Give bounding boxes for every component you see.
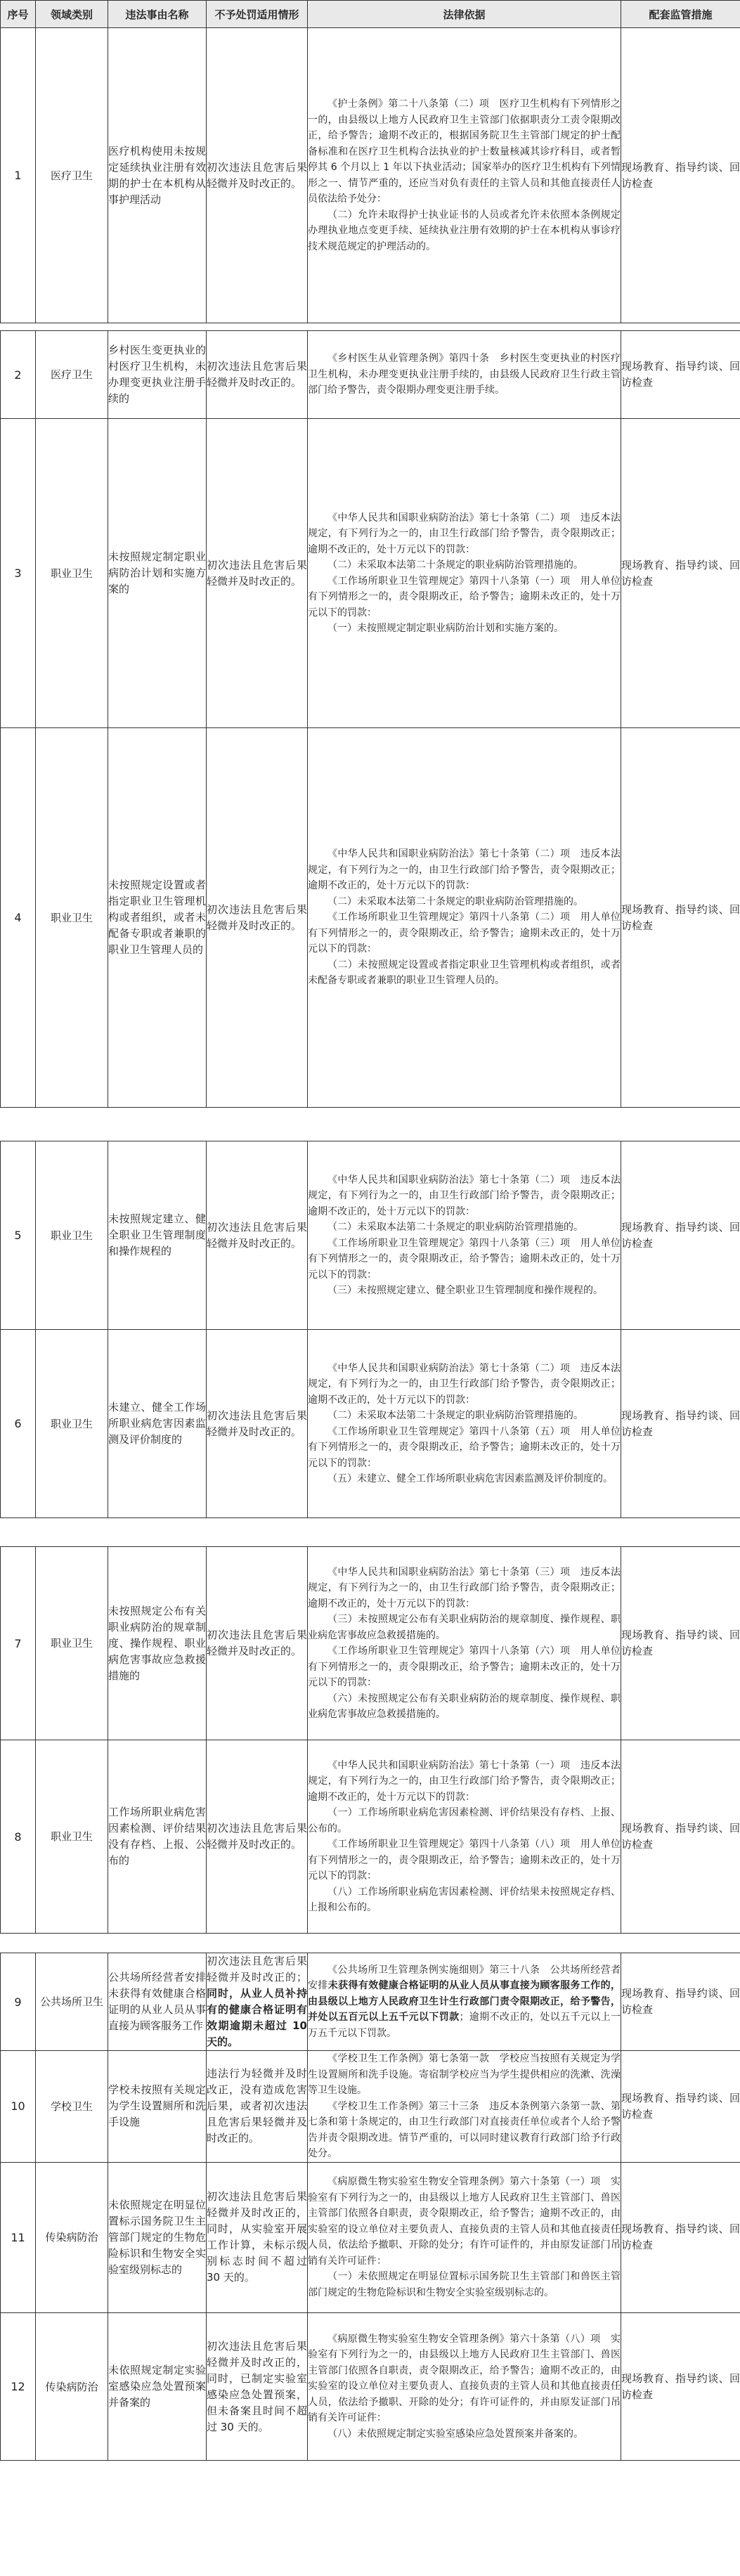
row-number: 10: [1, 2051, 36, 2163]
row-number: 2: [1, 331, 36, 419]
legal-basis-paragraph: 《病原微生物实验室生物安全管理条例》第六十条第（一）项 实验室有下列行为之一的，由县级以上地方人民政府卫生主管部门、兽医主管部门依照各自职责，责令限期改正，给予警告；逾期不改正的，由实验室的设立单位对主要负责人、直接负责的主管人员和其他直接责任人员，依法给予撤职、开除的处分；有许可证件的，并由原发证部门吊销有关许可证件：: [308, 2176, 621, 2267]
legal-basis-paragraph: 《中华人民共和国职业病防治法》第七十条第（二）项 违反本法规定，有下列行为之一的，由卫生行政部门给予警告，责令限期改正；逾期不改正的，处十万元以下的罚款：: [308, 1362, 621, 1406]
legal-basis: [308, 1141, 621, 1330]
table-row: [1, 1330, 740, 1518]
supervision-measures: 现场教育、指导约谈、回访检查: [621, 728, 740, 1108]
table-row: [1, 1141, 740, 1330]
legal-basis-paragraph: （二）未采取本法第二十条规定的职业病防治管理措施的。: [327, 1222, 583, 1233]
row-number: 8: [1, 1740, 36, 1934]
table-row: [1, 28, 740, 323]
legal-basis: [308, 28, 621, 323]
violation-name: 未依照规定制定实验室感染应急处置预案并备案的: [108, 2313, 207, 2461]
legal-basis-paragraph: （一）未按照规定制定职业病防治计划和实施方案的。: [327, 623, 564, 634]
legal-basis-paragraph: 《工作场所职业卫生管理规定》第四十八条第（一）项 用人单位有下列情形之一的，责令限期改正，给予警告；逾期未改正的，处十万元以下的罚款：: [308, 575, 621, 619]
exemption-condition: 初次违法且危害后果轻微并及时改正的。: [207, 728, 308, 1108]
legal-basis-paragraph: [308, 1962, 621, 2042]
legal-basis: [308, 2051, 621, 2163]
legal-basis: [308, 1330, 621, 1518]
legal-basis-paragraph: 《工作场所职业卫生管理规定》第四十八条第（五）项 用人单位有下列情形之一的，责令限期改正，给予警告；逾期未改正的，处十万元以下的罚款：: [308, 1425, 621, 1469]
penalty-table-part-5: [0, 1953, 740, 2313]
legal-basis-paragraph: 《护士条例》第二十八条第（二）项 医疗卫生机构有下列情形之一的，由县级以上地方人民政府卫生主管部门依据职责分工责令限期改正，给予警告；逾期不改正的，根据国务院卫生主管部门规定的护士配备标准和在医疗卫生机构合法执业的护士数量核减其诊疗科目，或者暂停其 6 个月以上 1 年以下执业活动；国家举办的医疗卫生机构有下列情形之一、情节严重的，还应当对负有责任的主管人员和其他直接责任人员依法给予处分：: [308, 98, 621, 205]
legal-basis-paragraph: 《病原微生物实验室生物安全管理条例》第六十条第（八）项 实验室有下列行为之一的，由县级以上地方人民政府卫生主管部门、兽医主管部门依照各自职责，责令限期改正，给予警告；逾期不改正的，由实验室的设立单位对主要负责人、直接负责的主管人员和其他直接责任人员，依法给予撤职、开除的处分；有许可证件的，并由原发证部门吊销有关许可证件：: [308, 2333, 621, 2424]
condition-bold-text: 同时，从业人员补持有的健康合格证明有效期逾期未超过 10 天的。: [207, 1987, 307, 2048]
legal-basis-paragraph: （二）未采取本法第二十条规定的职业病防治管理措施的。: [327, 559, 583, 571]
row-number: 3: [1, 419, 36, 728]
header-no: 序号: [1, 1, 36, 28]
legal-basis-paragraph: 《中华人民共和国职业病防治法》第七十条第（二）项 违反本法规定，有下列行为之一的，由卫生行政部门给予警告，责令限期改正；逾期不改正的，处十万元以下的罚款：: [308, 1174, 621, 1217]
legal-basis-paragraph: （二）未采取本法第二十条规定的职业病防治管理措施的。: [327, 1410, 583, 1421]
legal-basis-paragraph: （三）未按照规定建立、健全职业卫生管理制度和操作规程的。: [327, 1285, 603, 1296]
violation-name: 学校未按照有关规定为学生设置厕所和洗手设施: [108, 2051, 207, 2163]
legal-basis: [308, 1740, 621, 1934]
table-row: [1, 2313, 740, 2461]
supervision-measures: 现场教育、指导约谈、回访检查: [621, 2051, 740, 2163]
exemption-condition: 初次违法且危害后果轻微并及时改正的。: [207, 1740, 308, 1934]
supervision-measures: 现场教育、指导约谈、回访检查: [621, 1740, 740, 1934]
field-category: 传染病防治: [36, 2162, 108, 2312]
field-category: 公共场所卫生: [36, 1953, 108, 2051]
field-category: 职业卫生: [36, 419, 108, 728]
legal-basis-text: ；逾期不改正的，处以五千元以上一万五千元以下罚款。: [308, 2012, 621, 2039]
field-category: 学校卫生: [36, 2051, 108, 2163]
exemption-condition: 初次违法且危害后果轻微并及时改正的。: [207, 419, 308, 728]
legal-basis-bold-text: 未获得有效健康合格证明的从业人员从事直接为顾客服务工作的，由县级以上地方人民政府卫生计生行政部门责令限期改正，给予警告，并处以五百元以上五千元以下罚款: [308, 1980, 621, 2024]
violation-name: 未按照规定设置或者指定职业卫生管理机构或者组织，或者未配备专职或者兼职的职业卫生管理人员的: [108, 728, 207, 1108]
legal-basis: [308, 2162, 621, 2312]
legal-basis: [308, 419, 621, 728]
field-category: 医疗卫生: [36, 331, 108, 419]
violation-name: 未按照规定制定职业病防治计划和实施方案的: [108, 419, 207, 728]
legal-basis-paragraph: 《乡村医生从业管理条例》第四十条 乡村医生变更执业的村医疗卫生机构，未办理变更执业注册手续的，由县级人民政府卫生行政主管部门给予警告，责令限期办理变更注册手续。: [308, 353, 621, 396]
field-category: 传染病防治: [36, 2313, 108, 2461]
supervision-measures: 现场教育、指导约谈、回访检查: [621, 1547, 740, 1740]
legal-basis-paragraph: 《工作场所职业卫生管理规定》第四十八条第（六）项 用人单位有下列情形之一的，责令限期改正，给予警告；逾期未改正的，处十万元以下的罚款：: [308, 1645, 621, 1688]
exemption-condition: 初次违法且危害后果轻微并及时改正的，同时，从实验室开展工作计算，未标示级别标志时间不超过 30 天的。: [207, 2162, 308, 2312]
penalty-table-part-3: [0, 1141, 740, 1518]
exemption-condition: 初次违法且危害后果轻微并及时改正的。: [207, 28, 308, 323]
legal-basis-paragraph: （二）未采取本法第二十条规定的职业病防治管理措施的。: [327, 895, 583, 907]
table-header-row: [1, 1, 740, 28]
exemption-condition: 违法行为轻微并及时改正，没有造成危害后果，或者初次违法且危害后果轻微并及时改正的。: [207, 2051, 308, 2163]
field-category: 职业卫生: [36, 728, 108, 1108]
table-row: [1, 728, 740, 1108]
condition-text: 初次违法且危害后果轻微并及时改正的；: [207, 1955, 307, 1983]
row-number: 9: [1, 1953, 36, 2051]
row-number: 7: [1, 1547, 36, 1740]
table-row: [1, 2162, 740, 2312]
legal-basis: [308, 331, 621, 419]
penalty-table-part-4: [0, 1546, 740, 1934]
legal-basis-paragraph: （八）未依照规定制定实验室感染应急处置预案并备案的。: [327, 2428, 583, 2440]
legal-basis-paragraph: 《工作场所职业卫生管理规定》第四十八条第（二）项 用人单位有下列情形之一的，责令限期改正，给予警告；逾期未改正的，处十万元以下的罚款：: [308, 912, 621, 955]
legal-basis-paragraph: （八）工作场所职业病危害因素检测、评价结果未按照规定存档、上报和公布的。: [308, 1886, 621, 1913]
penalty-table-part-2: [0, 330, 740, 1108]
table-row: [1, 1953, 740, 2051]
supervision-measures: 现场教育、指导约谈、回访检查: [621, 2162, 740, 2312]
supervision-measures: 现场教育、指导约谈、回访检查: [621, 1330, 740, 1518]
legal-basis: [308, 1547, 621, 1740]
field-category: 医疗卫生: [36, 28, 108, 323]
supervision-measures: 现场教育、指导约谈、回访检查: [621, 28, 740, 323]
supervision-measures: 现场教育、指导约谈、回访检查: [621, 331, 740, 419]
table-row: [1, 331, 740, 419]
legal-basis-paragraph: （三）未按照规定公布有关职业病防治的规章制度、操作规程、职业病危害事故应急救援措施的。: [308, 1614, 621, 1641]
violation-name: 医疗机构使用未按规定延续执业注册有效期的护士在本机构从事护理活动: [108, 28, 207, 323]
legal-basis-paragraph: 《工作场所职业卫生管理规定》第四十八条第（三）项 用人单位有下列情形之一的，责令限期改正，给予警告；逾期未改正的，处十万元以下的罚款：: [308, 1237, 621, 1281]
legal-basis-paragraph: 《中华人民共和国职业病防治法》第七十条第（一）项 违反本法规定，有下列行为之一的，由卫生行政部门给予警告，责令限期改正；逾期不改正的，处十万元以下的罚款：: [308, 1759, 621, 1803]
legal-basis-paragraph: （一）工作场所职业病危害因素检测、评价结果没有存档、上报、公布的。: [308, 1807, 621, 1834]
violation-name: 工作场所职业病危害因素检测、评价结果没有存档、上报、公布的: [108, 1740, 207, 1934]
legal-basis-paragraph: （二）未按照规定设置或者指定职业卫生管理机构或者组织，或者未配备专职或者兼职的职业卫生管理人员的。: [308, 959, 621, 987]
exemption-condition: 初次违法且危害后果轻微并及时改正的。: [207, 1141, 308, 1330]
exemption-condition: 初次违法且危害后果轻微并及时改正的，同时，已制定实验室感染应急处置预案，但未备案且时间不超过 30 天的。: [207, 2313, 308, 2461]
legal-basis-paragraph: （五）未建立、健全工作场所职业病危害因素监测及评价制度的。: [327, 1473, 613, 1484]
row-number: 5: [1, 1141, 36, 1330]
header-basis: 法律依据: [308, 1, 621, 28]
legal-basis-paragraph: 《学校卫生工作条例》第三十三条 违反本条例第六条第一款、第七条和第十条规定的，由卫生行政部门对直接责任单位或者个人给予警告并责令限期改进。情节严重的，可以同时建议教育行政部门给予行政处分。: [308, 2100, 621, 2159]
penalty-table-part-1: [0, 0, 740, 323]
row-number: 11: [1, 2162, 36, 2312]
legal-basis: [308, 1953, 621, 2051]
supervision-measures: 现场教育、指导约谈、回访检查: [621, 1141, 740, 1330]
exemption-condition: 初次违法且危害后果轻微并及时改正的。: [207, 1547, 308, 1740]
header-act: 违法事由名称: [108, 1, 207, 28]
table-row: [1, 1547, 740, 1740]
legal-basis-paragraph: 《学校卫生工作条例》第七条第一款 学校应当按照有关规定为学生设置厕所和洗手设施。寄宿制学校应当为学生提供相应的洗漱、洗澡等卫生设施。: [308, 2053, 621, 2096]
exemption-condition: 初次违法且危害后果轻微并及时改正的。: [207, 331, 308, 419]
legal-basis-paragraph: 《工作场所职业卫生管理规定》第四十八条第（八）项 用人单位有下列情形之一的，责令限期改正，给予警告；逾期未改正的，处十万元以下的罚款：: [308, 1839, 621, 1882]
violation-name: 未建立、健全工作场所职业病危害因素监测及评价制度的: [108, 1330, 207, 1518]
exemption-condition: [207, 1953, 308, 2051]
field-category: 职业卫生: [36, 1330, 108, 1518]
legal-basis: [308, 728, 621, 1108]
field-category: 职业卫生: [36, 1141, 108, 1330]
table-row: [1, 419, 740, 728]
legal-basis-paragraph: 《中华人民共和国职业病防治法》第七十条第（二）项 违反本法规定，有下列行为之一的，由卫生行政部门给予警告，责令限期改正；逾期不改正的，处十万元以下的罚款：: [308, 848, 621, 892]
header-field: 领域类别: [36, 1, 108, 28]
penalty-table-part-6: [0, 2312, 740, 2461]
supervision-measures: 现场教育、指导约谈、回访检查: [621, 2313, 740, 2461]
violation-name: 公共场所经营者安排未获得有效健康合格证明的从业人员从事直接为顾客服务工作: [108, 1953, 207, 2051]
legal-basis-paragraph: （六）未按照规定公布有关职业病防治的规章制度、操作规程、职业病危害事故应急救援措施的。: [308, 1692, 621, 1720]
legal-basis-text: 《公共场所卫生管理条例实施细则》第三十八条 公共场所经营者安排: [308, 1964, 621, 1992]
header-measures: 配套监管措施: [621, 1, 740, 28]
exemption-condition: 初次违法且危害后果轻微并及时改正的。: [207, 1330, 308, 1518]
legal-basis-paragraph: 《中华人民共和国职业病防治法》第七十条第（三）项 违反本法规定，有下列行为之一的，由卫生行政部门给予警告，责令限期改正；逾期不改正的，处十万元以下的罚款：: [308, 1566, 621, 1610]
legal-basis-paragraph: （二）允许未取得护士执业证书的人员或者允许未依照本条例规定办理执业地点变更手续、延续执业注册有效期的护士在本机构从事诊疗技术规范规定的护理活动的。: [308, 209, 621, 252]
violation-name: 未依照规定在明显位置标示国务院卫生主管部门规定的生物危险标识和生物安全实验室级别标志的: [108, 2162, 207, 2312]
row-number: 6: [1, 1330, 36, 1518]
violation-name: 未按照规定公布有关职业病防治的规章制度、操作规程、职业病危害事故应急救援措施的: [108, 1547, 207, 1740]
table-row: [1, 1740, 740, 1934]
table-row: [1, 2051, 740, 2163]
legal-basis-paragraph: 《中华人民共和国职业病防治法》第七十条第（二）项 违反本法规定，有下列行为之一的，由卫生行政部门给予警告，责令限期改正；逾期不改正的，处十万元以下的罚款：: [308, 512, 621, 555]
row-number: 4: [1, 728, 36, 1108]
header-condition: 不予处罚适用情形: [207, 1, 308, 28]
row-number: 1: [1, 28, 36, 323]
supervision-measures: 现场教育、指导约谈、回访检查: [621, 419, 740, 728]
violation-name: 未按照规定建立、健全职业卫生管理制度和操作规程的: [108, 1141, 207, 1330]
row-number: 12: [1, 2313, 36, 2461]
field-category: 职业卫生: [36, 1547, 108, 1740]
legal-basis: [308, 2313, 621, 2461]
violation-name: 乡村医生变更执业的村医疗卫生机构，未办理变更执业注册手续的: [108, 331, 207, 419]
supervision-measures: 现场教育、指导约谈、回访检查: [621, 1953, 740, 2051]
legal-basis-paragraph: （一）未依照规定在明显位置标示国务院卫生主管部门和兽医主管部门规定的生物危险标识和生物安全实验室级别标志的。: [308, 2271, 621, 2298]
field-category: 职业卫生: [36, 1740, 108, 1934]
